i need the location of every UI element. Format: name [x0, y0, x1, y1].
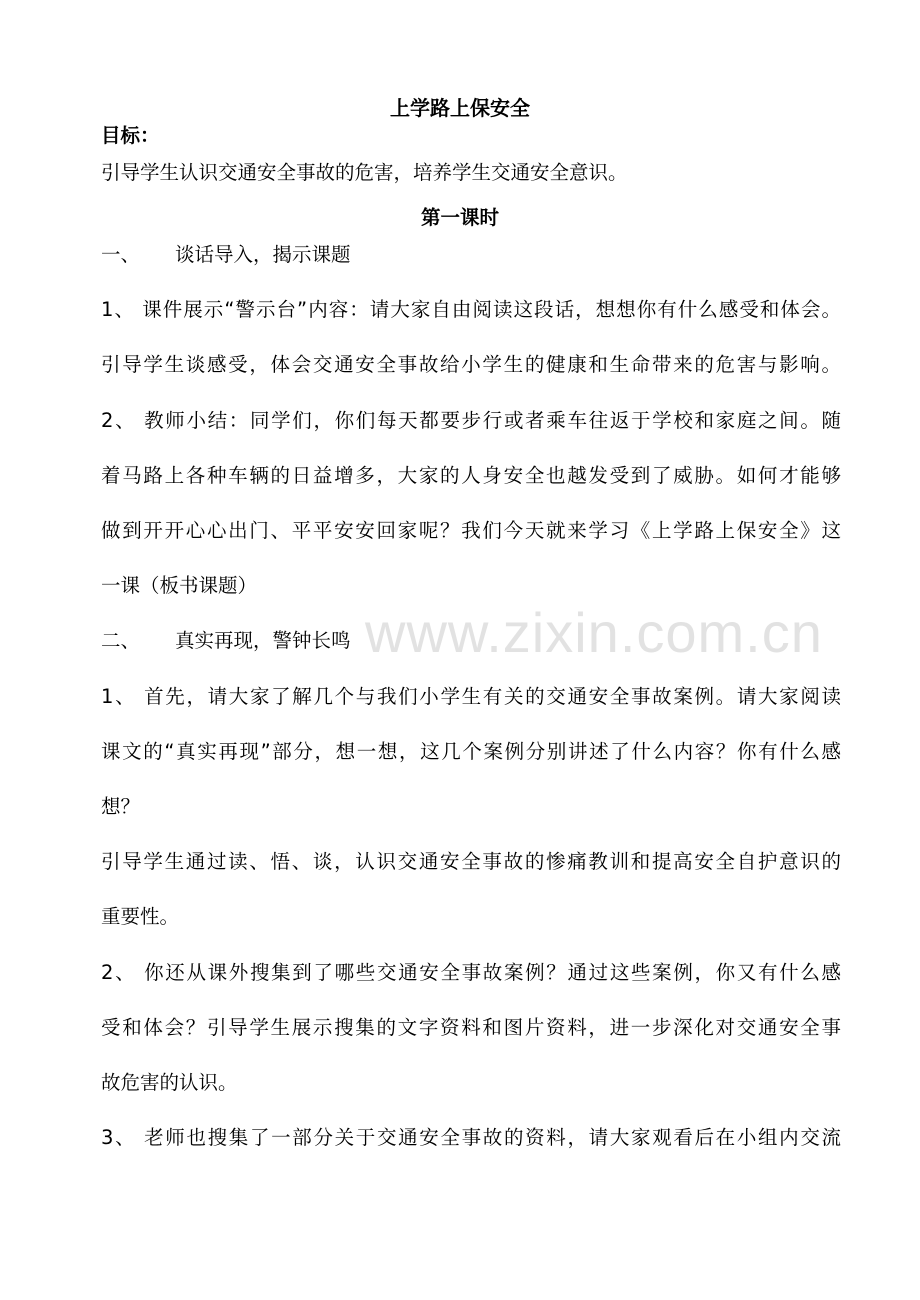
paragraph-line: 想？: [101, 795, 141, 818]
paragraph-line: 引导学生谈感受，体会交通安全事故给小学生的健康和生命带来的危害与影响。: [101, 353, 841, 376]
paragraph-line: 故危害的认识。: [101, 1071, 238, 1094]
document-title: 上学路上保安全: [390, 96, 530, 120]
paragraph-line: 3、 老师也搜集了一部分关于交通安全事故的资料，请大家观看后在小组内交流: [101, 1126, 841, 1149]
paragraph-line: 1、 首先，请大家了解几个与我们小学生有关的交通安全事故案例。请大家阅读: [101, 685, 841, 708]
paragraph-line: 课文的“真实再现”部分，想一想，这几个案例分别讲述了什么内容？你有什么感: [101, 740, 841, 763]
section-2-title: 真实再现，警钟长鸣: [175, 629, 351, 652]
paragraph-line: 一课（板书课题）: [101, 574, 258, 597]
goal-heading: 目标：: [101, 124, 160, 147]
section-1-title: 谈话导入，揭示课题: [175, 243, 351, 266]
lesson-heading: 第一课时: [420, 206, 499, 229]
watermark: www.zixin.com.cn: [365, 601, 823, 664]
section-2-heading: [101, 627, 841, 655]
goal-text: 引导学生认识交通安全事故的危害，培养学生交通安全意识。: [101, 161, 628, 184]
paragraph-line: 1、 课件展示“警示台”内容：请大家自由阅读这段话，想想你有什么感受和体会。: [101, 298, 841, 321]
paragraph-line: 受和体会？引导学生展示搜集的文字资料和图片资料，进一步深化对交通安全事: [101, 1016, 841, 1039]
section-2-number: 二、: [101, 629, 141, 652]
paragraph-line: 着马路上各种车辆的日益增多，大家的人身安全也越发受到了威胁。如何才能够: [101, 464, 841, 487]
paragraph-line: 2、 你还从课外搜集到了哪些交通安全事故案例？通过这些案例，你又有什么感: [101, 961, 841, 984]
paragraph-line: 引导学生通过读、悟、谈，认识交通安全事故的惨痛教训和提高安全自护意识的: [101, 850, 841, 873]
section-1-heading: [101, 241, 841, 269]
paragraph-line: 2、 教师小结：同学们，你们每天都要步行或者乘车往返于学校和家庭之间。随: [101, 409, 841, 432]
section-1-number: 一、: [101, 243, 141, 266]
paragraph-line: 重要性。: [101, 905, 180, 928]
paragraph-line: 做到开开心心出门、平平安安回家呢？我们今天就来学习《上学路上保安全》这: [101, 519, 841, 542]
